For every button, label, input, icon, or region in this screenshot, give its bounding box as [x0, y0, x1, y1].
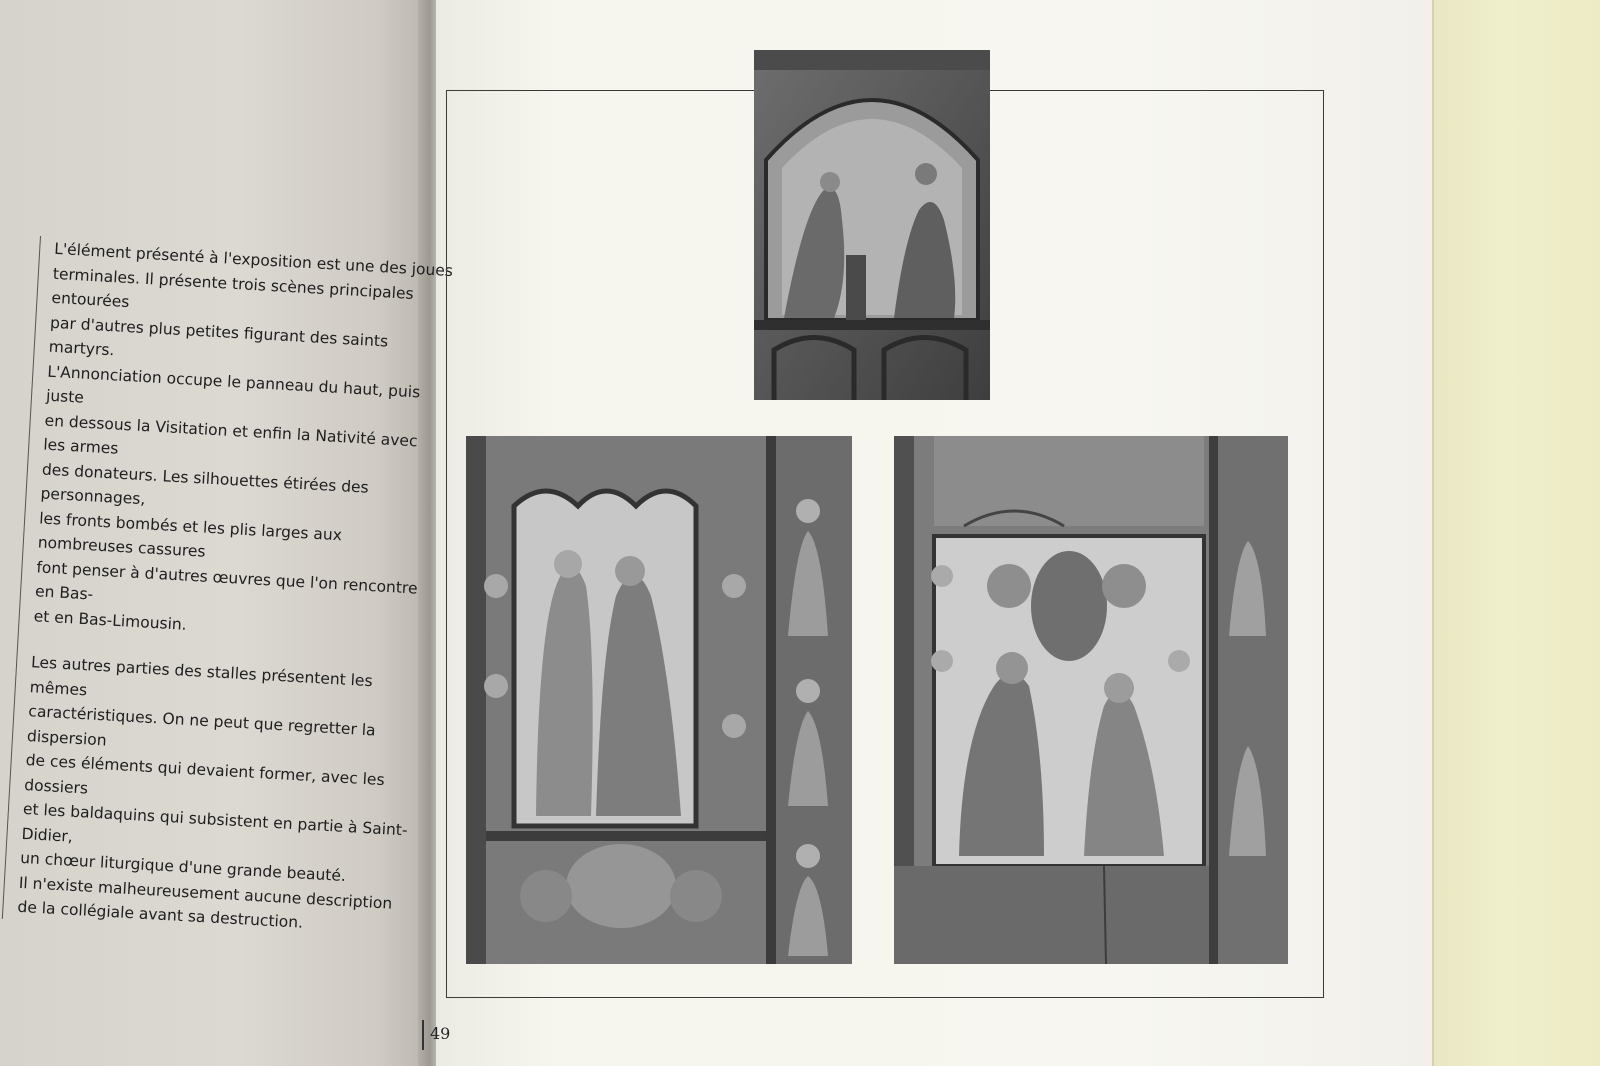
page-stack-edge — [1432, 0, 1600, 1066]
page-number-rule — [422, 1020, 424, 1050]
photo-visitation — [466, 436, 852, 964]
photo-nativity — [894, 436, 1288, 964]
photo-annunciation — [754, 50, 990, 400]
text-block — [2, 236, 455, 942]
page-number: 49 — [430, 1024, 451, 1043]
paragraph-1: L'élément présenté à l'exposition est une des joues terminales. Il présente trois scènes principales entourées par d'autres plus petites figurant des saints martyrs. L'Annonciation occupe le panneau du haut, puis juste en dessous la Visitation et enfin la Nativité avec les armes des donateurs. Les silhouettes étirées des personnages, les fronts bombés et les plis larges aux nombreuses cassures font penser à d'autres œuvres que l'on rencontre en Bas- et en Bas-Limousin. — [33, 239, 454, 634]
paragraph-2: Les autres parties des stalles présentent les mêmes caractéristiques. On ne peut que regretter la dispersion de ces éléments qui devaient former, avec les dossiers et les baldaquins qui subsistent en partie à Saint-Didier, un chœur liturgique d'une grande beauté. Il n'existe malheureusement aucune description de la collégiale avant sa destruction. — [17, 653, 409, 932]
